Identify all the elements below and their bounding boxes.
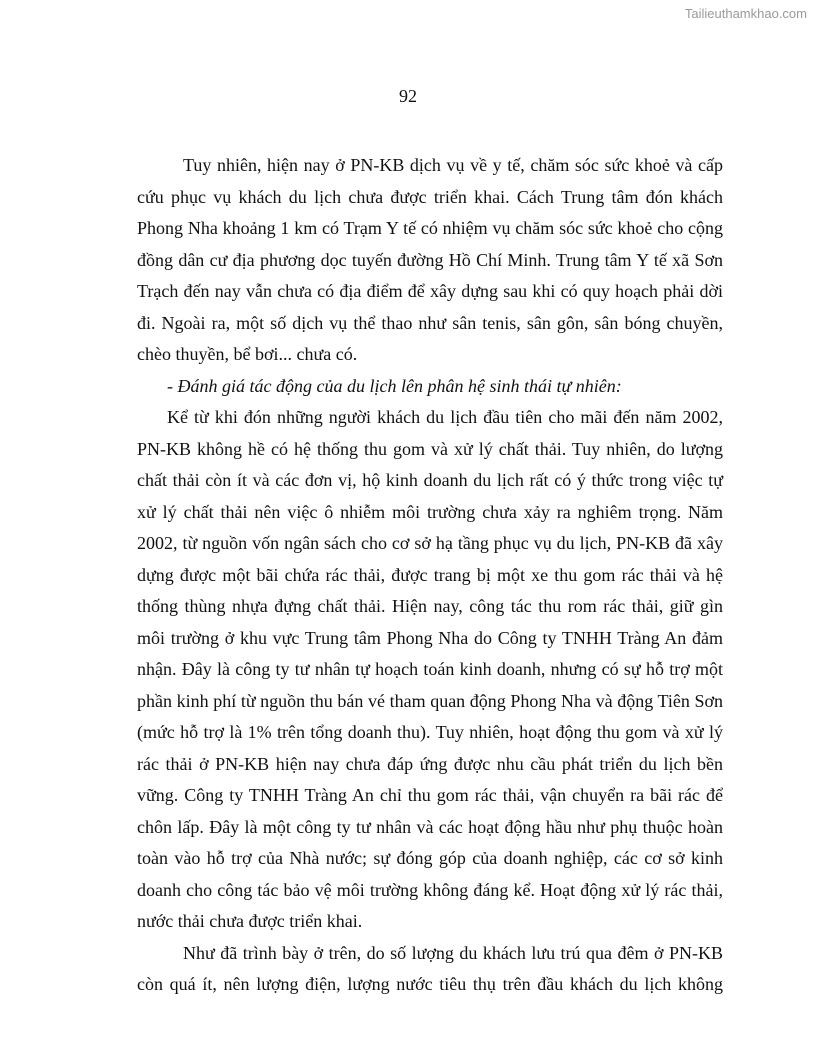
paragraph-consumption: Như đã trình bày ở trên, do số lượng du khách lưu trú qua đêm ở PN-KB còn quá ít, nên lượng điện, lượng nước tiêu thụ trên đầu khách du lịch không xyxy=(137,942,723,994)
paragraph-waste: Kể từ khi đón những người khách du lịch đầu tiên cho mãi đến năm 2002, PN-KB không hề có hệ thống thu gom và xử lý chất thải. Tuy nhiên, do lượng chất thải còn ít và các đơn vị, hộ kinh doanh du lịch rất có ý thức trong việc tự xử lý chất thải nên việc ô nhiễm môi trường chưa xảy ra nghiêm trọng. Năm 2002, từ nguồn vốn ngân sách cho cơ sở hạ tầng phục vụ du lịch, PN-KB đã xây dựng được một bãi chứa rác thải, được trang bị một xe thu gom rác thải và hệ thống thùng nhựa đựng chất thải. Hiện nay, công tác thu rom rác thải, giữ gìn môi trường ở khu vực Trung tâm Phong Nha do Công ty TNHH Tràng An đảm nhận. Đây là công ty tư nhân tự hoạch toán kinh doanh, nhưng có sự hỗ trợ một phần kinh phí từ nguồn thu bán vé tham quan động Phong Nha và động Tiên Sơn (mức hỗ trợ là 1% trên tổng doanh thu). Tuy nhiên, hoạt động thu gom và xử lý rác thải ở PN-KB hiện nay chưa đáp ứng được nhu cầu phát triển du lịch bền vững. Công ty TNHH Tràng An chỉ thu gom rác thải, vận chuyển ra bãi rác để chôn lấp. Đây là một công ty tư nhân và các hoạt động hầu như phụ thuộc hoàn toàn vào hỗ trợ của Nhà nước; sự đóng góp của doanh nghiệp, các cơ sở kinh doanh cho công tác bảo vệ môi trường không đáng kể. Hoạt động xử lý rác thải, nước thải chưa được triển khai. xyxy=(137,407,723,931)
document-body xyxy=(137,150,723,1001)
paragraph-healthcare: Tuy nhiên, hiện nay ở PN-KB dịch vụ về y tế, chăm sóc sức khoẻ và cấp cứu phục vụ khách du lịch chưa được triển khai. Cách Trung tâm đón khách Phong Nha khoảng 1 km có Trạm Y tế có nhiệm vụ chăm sóc sức khoẻ cho cộng đồng dân cư địa phương dọc tuyến đường Hồ Chí Minh. Trung tâm Y tế xã Sơn Trạch đến nay vẫn chưa có địa điểm để xây dựng sau khi có quy hoạch phải dời đi. Ngoài ra, một số dịch vụ thể thao như sân tenis, sân gôn, sân bóng chuyền, chèo thuyền, bể bơi... chưa có. xyxy=(137,155,723,364)
watermark: Tailieuthamkhao.com xyxy=(684,6,807,21)
page-number: 92 xyxy=(399,86,417,106)
section-heading: - Đánh giá tác động của du lịch lên phân hệ sinh thái tự nhiên: xyxy=(167,375,622,396)
